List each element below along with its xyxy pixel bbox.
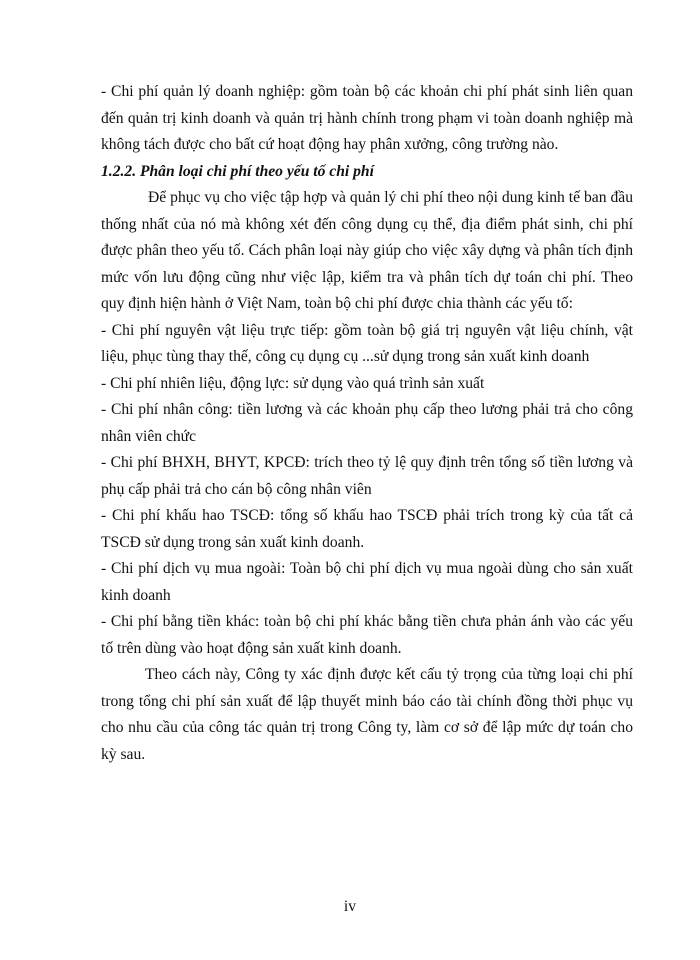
section-heading: 1.2.2. Phân loại chi phí theo yếu tố chi phí bbox=[101, 162, 374, 180]
list-item-other-cash-costs: - Chi phí bằng tiền khác: toàn bộ chi phí khác bằng tiền chưa phản ánh vào các yếu tố trên dùng vào hoạt động sản xuất kinh doanh. bbox=[101, 613, 633, 657]
list-item-fuel-energy: - Chi phí nhiên liệu, động lực: sử dụng vào quá trình sản xuất bbox=[101, 374, 485, 392]
paragraph-admin-costs: - Chi phí quản lý doanh nghiệp: gồm toàn bộ các khoản chi phí phát sinh liên quan đến quản trị kinh doanh và quản trị hành chính trong phạm vi toàn doanh nghiệp mà không tách được cho bất cứ hoạt động hay phân xưởng, công trường nào. bbox=[101, 83, 633, 153]
paragraph-classification-intro: Để phục vụ cho việc tập hợp và quản lý chi phí theo nội dung kinh tế ban đầu thống nhất của nó mà không xét đến công dụng cụ thể, địa điểm phát sinh, chi phí được phân theo yếu tố. Cách phân loại này giúp cho việc xây dựng và phân tích định mức vốn lưu động cũng như việc lập, kiểm tra và phân tích dự toán chi phí. Theo quy định hiện hành ở Việt Nam, toàn bộ chi phí được chia thành các yếu tố: bbox=[101, 189, 633, 312]
list-item-depreciation: - Chi phí khấu hao TSCĐ: tổng số khấu hao TSCĐ phải trích trong kỳ của tất cả TSCĐ sử dụng trong sản xuất kinh doanh. bbox=[101, 507, 633, 551]
list-item-insurance: - Chi phí BHXH, BHYT, KPCĐ: trích theo tỷ lệ quy định trên tổng số tiền lương và phụ cấp phải trả cho cán bộ công nhân viên bbox=[101, 454, 633, 498]
document-body bbox=[101, 79, 633, 768]
paragraph-conclusion: Theo cách này, Công ty xác định được kết cấu tỷ trọng của từng loại chi phí trong tổng chi phí sản xuất để lập thuyết minh báo cáo tài chính đồng thời phục vụ cho nhu cầu của công tác quản trị trong Công ty, làm cơ sở để lập mức dự toán cho kỳ sau. bbox=[101, 666, 633, 763]
page-number: iv bbox=[343, 898, 357, 915]
list-item-raw-materials: - Chi phí nguyên vật liệu trực tiếp: gồm toàn bộ giá trị nguyên vật liệu chính, vật liệu, phục tùng thay thế, công cụ dụng cụ ...sử dụng trong sản xuất kinh doanh bbox=[101, 321, 633, 365]
list-item-labor: - Chi phí nhân công: tiền lương và các khoản phụ cấp theo lương phải trả cho công nhân viên chức bbox=[101, 401, 633, 445]
list-item-outsourced-services: - Chi phí dịch vụ mua ngoài: Toàn bộ chi phí dịch vụ mua ngoài dùng cho sản xuất kinh doanh bbox=[101, 560, 633, 604]
